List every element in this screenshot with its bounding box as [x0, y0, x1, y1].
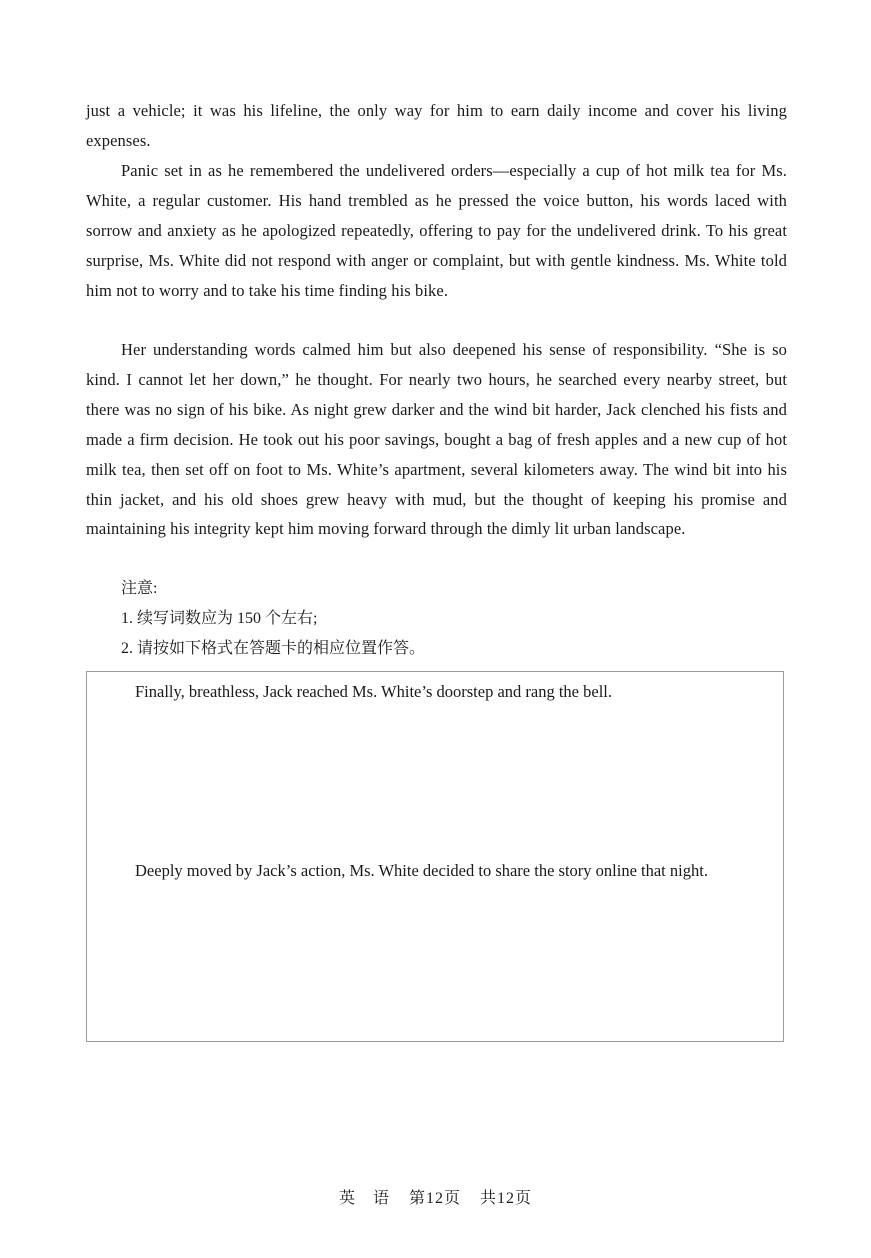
notes-heading: 注意:	[121, 580, 158, 597]
passage-paragraph-2: Panic set in as he remembered the undelivered orders—especially a cup of hot milk tea for Ms. White, a regular customer. His hand trembled as he pressed the voice button, his words laced with sorrow and anxiety as he apologized repeatedly, offering to pay for the undelivered drink. To his great surprise, Ms. White did not respond with anger or complaint, but with gentle kindness. Ms. White told him not to worry and to take his time finding his bike.	[86, 161, 787, 300]
passage-continuation: just a vehicle; it was his lifeline, the only way for him to earn daily income and cover his living expenses.	[86, 101, 787, 150]
notes-item-2: 2. 请按如下格式在答题卡的相应位置作答。	[121, 640, 426, 657]
passage-paragraph-3: Her understanding words calmed him but also deepened his sense of responsibility. “She is so kind. I cannot let her down,” he thought. For nearly two hours, he searched every nearby street, but there was no sign of his bike. As night grew darker and the wind bit harder, Jack clenched his fists and made a firm decision. He took out his poor savings, bought a bag of fresh apples and a new cup of hot milk tea, then set off on foot to Ms. White’s apartment, several kilometers away. The wind bit into his thin jacket, and his old shoes grew heavy with mud, but the thought of keeping his promise and maintaining his integrity kept him moving forward through the dimly lit urban landscape.	[86, 340, 787, 539]
answer-box[interactable]	[86, 671, 784, 1042]
answer-opening-2: Deeply moved by Jack’s action, Ms. White decided to share the story online that night.	[135, 861, 708, 880]
footer-page-number: 第12页	[408, 1190, 461, 1207]
notes-item-1: 1. 续写词数应为 150 个左右;	[121, 610, 318, 627]
footer-subject: 英 语	[338, 1190, 390, 1207]
page-footer	[0, 1185, 871, 1208]
footer-total-pages: 共12页	[480, 1190, 533, 1207]
answer-opening-1: Finally, breathless, Jack reached Ms. White’s doorstep and rang the bell.	[135, 682, 612, 701]
